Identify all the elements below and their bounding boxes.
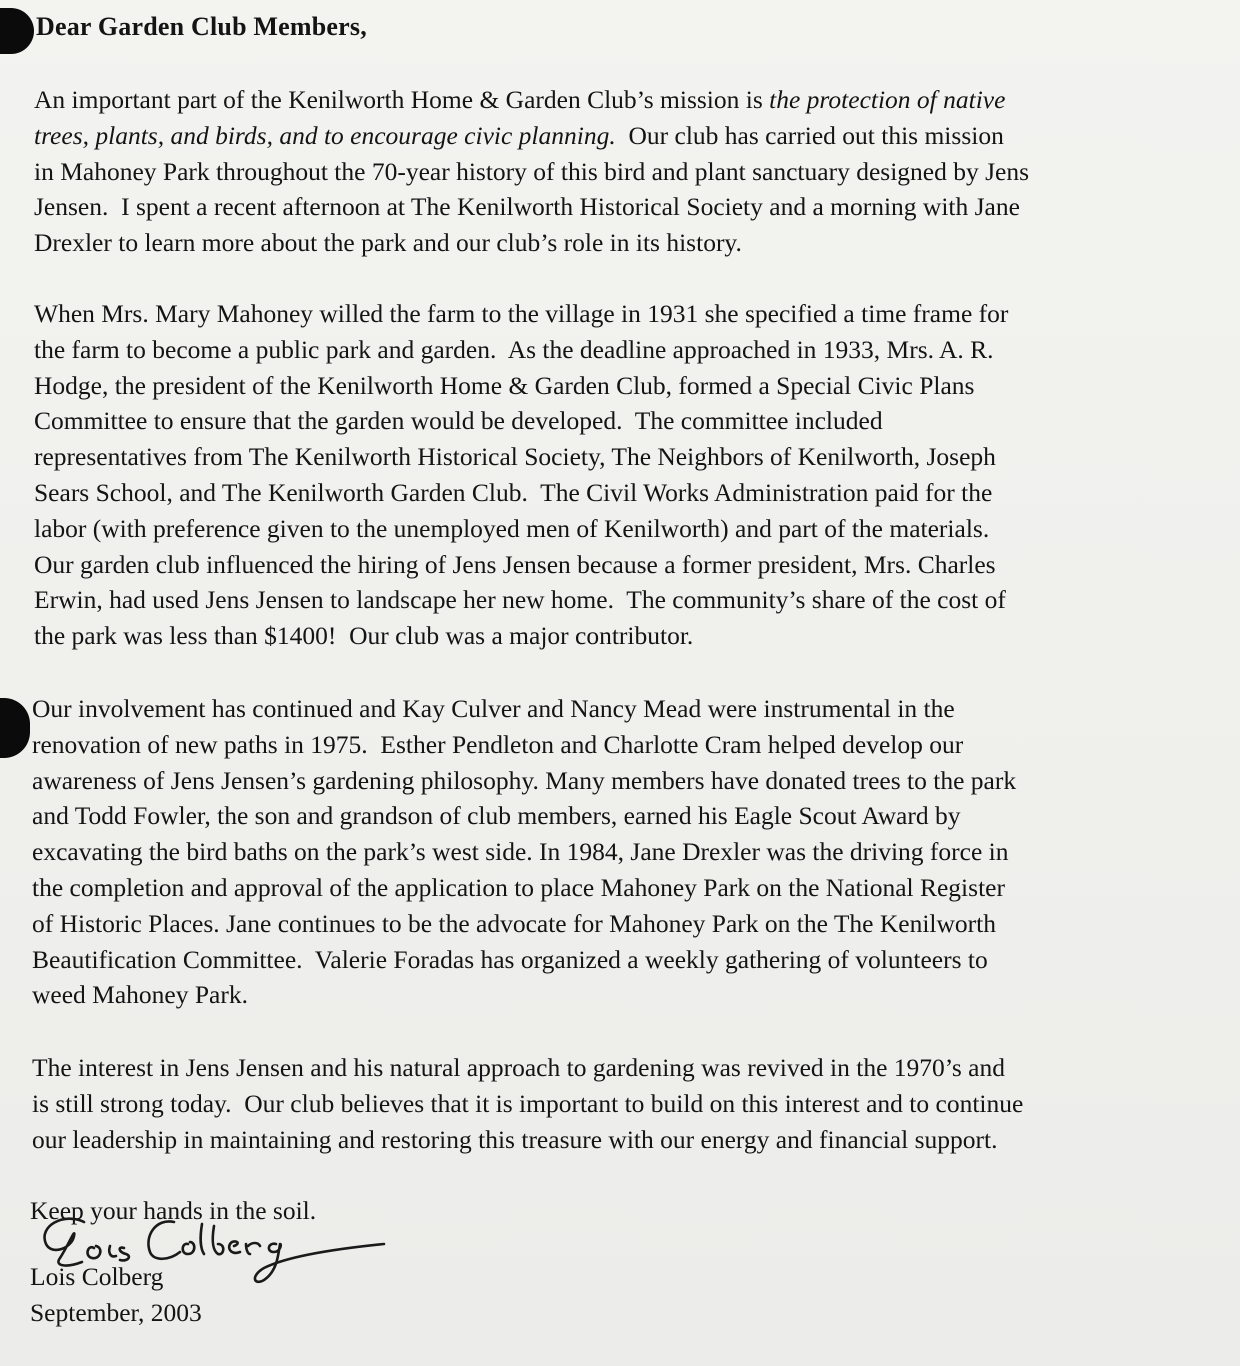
- paragraph-line: Hodge, the president of the Kenilworth Home & Garden Club, formed a Special Civic Plans: [34, 370, 975, 400]
- paragraph-line: excavating the bird baths on the park’s west side. In 1984, Jane Drexler was the driving force in: [32, 837, 1009, 867]
- paragraph-line: representatives from The Kenilworth Historical Society, The Neighbors of Kenilworth, Joseph: [34, 442, 996, 472]
- paragraph-line: and Todd Fowler, the son and grandson of club members, earned his Eagle Scout Award by: [32, 801, 961, 831]
- paragraph-line: renovation of new paths in 1975. Esther Pendleton and Charlotte Cram helped develop our: [32, 729, 964, 759]
- paragraph-conclusion: [32, 1050, 1212, 1157]
- paragraph-mission: [34, 82, 1214, 261]
- paragraph-line: Our involvement has continued and Kay Culver and Nancy Mead were instrumental in the: [32, 694, 955, 723]
- paragraph-line: is still strong today. Our club believes that it is important to build on this interest and to continue: [32, 1088, 1024, 1118]
- signer-name: Lois Colberg: [30, 1262, 164, 1291]
- paragraph-line: Beautification Committee. Valerie Foradas has organized a weekly gathering of volunteers to: [32, 944, 988, 974]
- paragraph-line: Drexler to learn more about the park and our club’s role in its history.: [34, 228, 742, 258]
- paragraph-line: Jensen. I spent a recent afternoon at The Kenilworth Historical Society and a morning with Jane: [34, 192, 1020, 222]
- letter-date: September, 2003: [30, 1298, 202, 1327]
- paragraph-line: An important part of the Kenilworth Home & Garden Club’s mission is the protection of native: [34, 85, 1006, 114]
- letter-greeting: Dear Garden Club Members,: [36, 12, 367, 41]
- paragraph-line: Committee to ensure that the garden would be developed. The committee included: [34, 406, 883, 436]
- paragraph-line: The interest in Jens Jensen and his natural approach to gardening was revived in the 1970’s and: [32, 1053, 1005, 1082]
- paragraph-line: the farm to become a public park and garden. As the deadline approached in 1933, Mrs. A. R.: [34, 334, 994, 364]
- paragraph-line: trees, plants, and birds, and to encourage civic planning. Our club has carried out this mission: [34, 120, 1004, 150]
- paragraph-line: weed Mahoney Park.: [32, 980, 248, 1010]
- paragraph-line: Our garden club influenced the hiring of Jens Jensen because a former president, Mrs. Charles: [34, 549, 996, 579]
- letter-closing: Keep your hands in the soil.: [30, 1196, 317, 1225]
- paragraph-involvement: [32, 691, 1212, 1013]
- paragraph-line: our leadership in maintaining and restoring this treasure with our energy and financial support.: [32, 1124, 998, 1154]
- paragraph-history: [34, 296, 1214, 654]
- paragraph-line: of Historic Places. Jane continues to be the advocate for Mahoney Park on the The Kenilworth: [32, 908, 997, 938]
- paragraph-line: the completion and approval of the application to place Mahoney Park on the National Register: [32, 872, 1005, 902]
- paragraph-line: Erwin, had used Jens Jensen to landscape her new home. The community’s share of the cost of: [34, 585, 1006, 615]
- paragraph-line: awareness of Jens Jensen’s gardening philosophy. Many members have donated trees to the park: [32, 765, 1017, 795]
- paragraph-line: When Mrs. Mary Mahoney willed the farm to the village in 1931 she specified a time frame for: [34, 299, 1009, 328]
- punch-hole-top: [0, 8, 34, 54]
- paragraph-line: labor (with preference given to the unemployed men of Kenilworth) and part of the materials.: [34, 513, 990, 543]
- punch-hole-middle: [0, 698, 30, 758]
- paragraph-line: Sears School, and The Kenilworth Garden Club. The Civil Works Administration paid for the: [34, 477, 993, 507]
- paragraph-line: the park was less than $1400! Our club was a major contributor.: [34, 621, 694, 651]
- paragraph-line: in Mahoney Park throughout the 70-year history of this bird and plant sanctuary designed by Jens: [34, 156, 1030, 186]
